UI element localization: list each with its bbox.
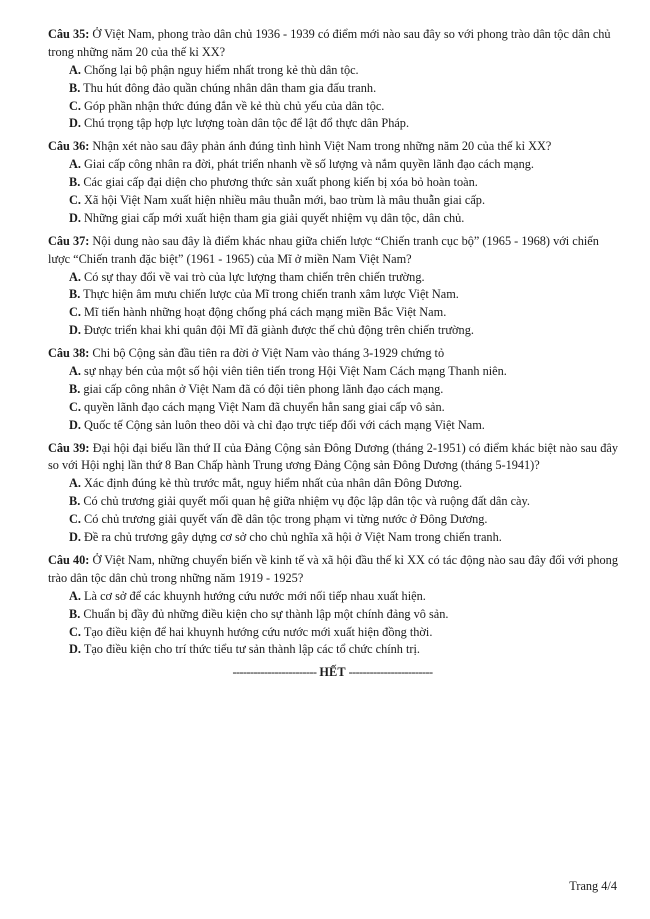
answer-option-text: Mĩ tiến hành những hoạt động chống phá cách mạng miền Bắc Việt Nam. (80, 305, 447, 320)
answer-option-letter: A. (69, 588, 81, 603)
answer-option-letter: A. (69, 476, 81, 491)
answer-option-letter: C. (69, 98, 81, 113)
answer-option-letter: D. (69, 116, 81, 131)
answer-option-letter: A. (69, 269, 81, 284)
answer-option-text: Chuẩn bị đầy đủ những điều kiện cho sự thành lập một chính đảng vô sản. (80, 606, 449, 621)
question-number-label: Câu 38: (48, 346, 90, 361)
answer-option-letter: B. (69, 175, 81, 190)
answer-option-letter: A. (69, 62, 81, 77)
answer-option-text: Các giai cấp đại diện cho phương thức sản xuất phong kiến bị xóa bỏ hoàn toàn. (80, 175, 478, 190)
answer-options-list (48, 475, 618, 547)
answer-option[interactable] (48, 529, 618, 547)
question-number-label: Câu 40: (48, 552, 90, 567)
answer-option[interactable] (48, 269, 618, 287)
answer-option-letter: D. (69, 417, 81, 432)
answer-option-text: Có chủ trương giải quyết mối quan hệ giữa nhiệm vụ độc lập dân tộc và ruộng đất dân cày. (80, 494, 530, 509)
question-block (48, 26, 618, 133)
answer-option-text: Có sự thay đổi về vai trò của lực lượng tham chiến trên chiến trường. (80, 269, 425, 284)
answer-option-letter: C. (69, 512, 81, 527)
answer-option-letter: B. (69, 606, 81, 621)
answer-option[interactable] (48, 475, 618, 493)
answer-option[interactable] (48, 156, 618, 174)
end-of-exam-marker (48, 664, 617, 682)
answer-option-text: Thực hiện âm mưu chiến lược của Mĩ trong chiến tranh xâm lược Việt Nam. (80, 287, 459, 302)
answer-option[interactable] (48, 98, 618, 116)
answer-option[interactable] (48, 399, 618, 417)
question-stem-text: Ở Việt Nam, những chuyển biến về kinh tế và xã hội đầu thế kỉ XX có tác động nào sau đây đối với phong trào dân tộc dân chủ trong những năm 1919 - 1925? (48, 552, 618, 585)
answer-option-text: Thu hút đông đảo quần chúng nhân dân tham gia đấu tranh. (80, 80, 377, 95)
answer-option-text: Xác định đúng kẻ thù trước mắt, nguy hiểm nhất của nhân dân Đông Dương. (80, 476, 463, 491)
answer-option-text: Góp phần nhận thức đúng đắn về kẻ thù chủ yếu của dân tộc. (80, 98, 385, 113)
answer-option-text: Những giai cấp mới xuất hiện tham gia giải quyết nhiệm vụ dân tộc, dân chủ. (80, 210, 465, 225)
answer-option-text: Xã hội Việt Nam xuất hiện nhiều mâu thuẫn mới, bao trùm là mâu thuẫn giai cấp. (80, 193, 486, 208)
question-block (48, 440, 618, 547)
question-block (48, 233, 618, 340)
answer-option-text: Tạo điều kiện cho trí thức tiểu tư sản thành lập các tổ chức chính trị. (80, 642, 421, 657)
question-stem-text: Nội dung nào sau đây là điểm khác nhau giữa chiến lược “Chiến tranh cục bộ” (1965 - 1968) với chiến lược “Chiến tranh đặc biệt” (1961 - 1965) của Mĩ ở miền Nam Việt Nam? (48, 233, 599, 266)
answer-option-text: sự nhạy bén của một số hội viên tiên tiến trong Hội Việt Nam Cách mạng Thanh niên. (80, 364, 507, 379)
question-stem (48, 440, 618, 476)
answer-option[interactable] (48, 304, 618, 322)
answer-option-text: Đề ra chủ trương gây dựng cơ sở cho chủ nghĩa xã hội ở Việt Nam trong chiến tranh. (80, 530, 502, 545)
answer-option[interactable] (48, 511, 618, 529)
answer-option-text: Quốc tế Cộng sản luôn theo dõi và chỉ đạo trực tiếp đối với cách mạng Việt Nam. (80, 417, 485, 432)
answer-options-list (48, 269, 618, 341)
question-number-label: Câu 35: (48, 27, 90, 41)
answer-option-letter: B. (69, 80, 81, 95)
end-marker-word: HẾT (319, 665, 346, 680)
answer-options-list (48, 363, 618, 435)
answer-option-text: Được triển khai khi quân đội Mĩ đã giành được thế chủ động trên chiến trường. (80, 323, 474, 338)
question-stem-text: Nhận xét nào sau đây phản ánh đúng tình hình Việt Nam trong những năm 20 của thế kỉ XX? (89, 139, 552, 154)
question-stem-text: Đại hội đại biểu lần thứ II của Đảng Cộng sản Đông Dương (tháng 2-1951) có điểm khác biệt nào sau đây so với Hội nghị lần thứ 8 Ban Chấp hành Trung ương Đảng Cộng sản Đông Dương (tháng 5-1941)? (48, 440, 618, 473)
question-stem (48, 233, 618, 269)
answer-option-text: Là cơ sở để các khuynh hướng cứu nước mới nối tiếp nhau xuất hiện. (80, 588, 426, 603)
question-number-label: Câu 36: (48, 139, 90, 154)
answer-option-letter: D. (69, 323, 81, 338)
answer-option[interactable] (48, 363, 618, 381)
question-block (48, 138, 618, 227)
answer-option[interactable] (48, 174, 618, 192)
answer-option[interactable] (48, 381, 618, 399)
answer-option[interactable] (48, 192, 618, 210)
answer-option-letter: D. (69, 530, 81, 545)
question-stem-text: Ở Việt Nam, phong trào dân chủ 1936 - 1939 có điểm mới nào sau đây so với phong trào dân tộc dân chủ trong những năm 20 của thế kỉ XX? (48, 27, 611, 59)
answer-option-letter: B. (69, 381, 81, 396)
answer-option-letter: D. (69, 210, 81, 225)
answer-option-text: giai cấp công nhân ở Việt Nam đã có đội tiên phong lãnh đạo cách mạng. (80, 381, 444, 396)
answer-option-text: quyền lãnh đạo cách mạng Việt Nam đã chuyển hẳn sang giai cấp vô sản. (80, 399, 445, 414)
answer-option-letter: A. (69, 157, 81, 172)
questions-container (48, 26, 618, 659)
answer-option[interactable] (48, 417, 618, 435)
answer-options-list (48, 62, 618, 134)
answer-option-letter: C. (69, 305, 81, 320)
question-block (48, 552, 618, 659)
answer-option-letter: A. (69, 364, 81, 379)
answer-option-text: Chú trọng tập hợp lực lượng toàn dân tộc để lật đổ thực dân Pháp. (80, 116, 410, 131)
question-stem (48, 345, 618, 363)
question-number-label: Câu 39: (48, 440, 90, 455)
answer-option[interactable] (48, 588, 618, 606)
question-stem-text: Chi bộ Cộng sản đầu tiên ra đời ở Việt Nam vào tháng 3-1929 chứng tỏ (89, 346, 445, 361)
end-marker-right-dashes: ------------------------ (348, 665, 433, 680)
answer-option-text: Có chủ trương giải quyết vấn đề dân tộc trong phạm vi từng nước ở Đông Dương. (80, 512, 488, 527)
answer-option[interactable] (48, 493, 618, 511)
answer-options-list (48, 588, 618, 660)
answer-option-letter: C. (69, 193, 81, 208)
page-footer: Trang 4/4 (569, 878, 617, 893)
answer-option[interactable] (48, 322, 618, 340)
answer-option[interactable] (48, 641, 618, 659)
answer-option-text: Giai cấp công nhân ra đời, phát triển nhanh về số lượng và nắm quyền lãnh đạo cách mạng. (80, 157, 534, 172)
question-stem (48, 138, 618, 156)
answer-option-letter: C. (69, 624, 81, 639)
answer-option[interactable] (48, 286, 618, 304)
end-marker-left-dashes: ------------------------ (232, 665, 317, 680)
answer-option[interactable] (48, 115, 618, 133)
answer-option[interactable] (48, 606, 618, 624)
answer-option-letter: B. (69, 287, 81, 302)
question-number-label: Câu 37: (48, 233, 90, 248)
answer-option[interactable] (48, 210, 618, 228)
answer-option-text: Chống lại bộ phận nguy hiểm nhất trong kẻ thù dân tộc. (80, 62, 359, 77)
answer-option-letter: D. (69, 642, 81, 657)
answer-option-letter: B. (69, 494, 81, 509)
question-stem (48, 26, 618, 62)
answer-option-text: Tạo điều kiện để hai khuynh hướng cứu nước mới xuất hiện đồng thời. (80, 624, 433, 639)
answer-option-letter: C. (69, 399, 81, 414)
answer-option[interactable] (48, 80, 618, 98)
question-block (48, 345, 618, 434)
answer-options-list (48, 156, 618, 228)
question-stem (48, 552, 618, 588)
answer-option[interactable] (48, 62, 618, 80)
answer-option[interactable] (48, 624, 618, 642)
